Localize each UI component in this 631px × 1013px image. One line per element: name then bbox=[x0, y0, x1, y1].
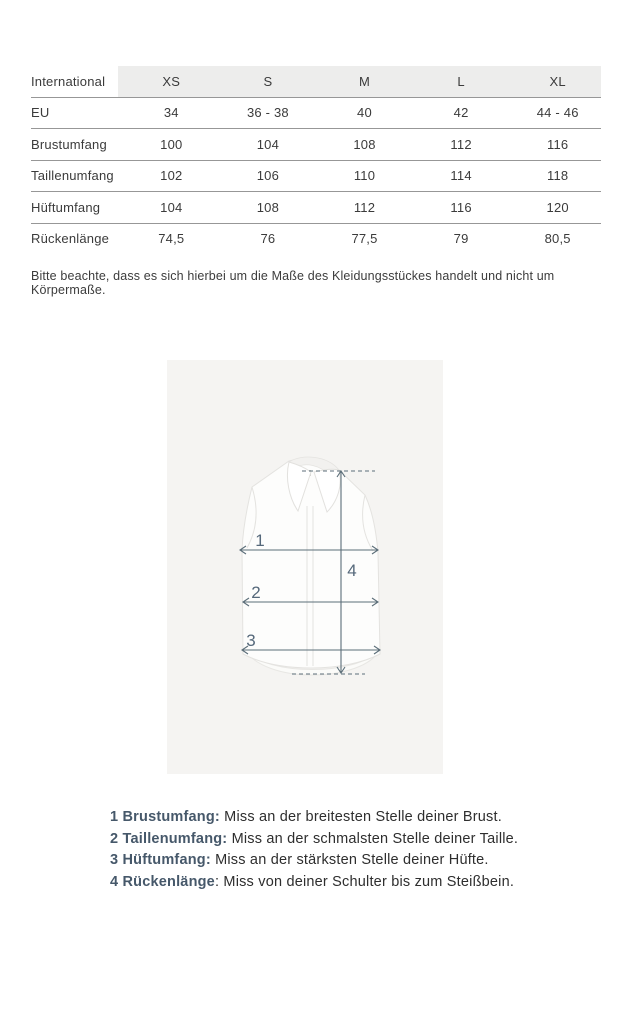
row-label: Hüftumfang bbox=[31, 199, 101, 215]
value-cell: 120 bbox=[546, 199, 569, 215]
value-cell: 116 bbox=[547, 136, 569, 152]
legend-description: Miss an der schmalsten Stelle deiner Taille. bbox=[227, 830, 519, 847]
value-cell: 112 bbox=[353, 199, 376, 215]
size-header-m: M bbox=[311, 66, 408, 97]
shirt-body bbox=[242, 459, 380, 668]
value-cell: 108 bbox=[353, 136, 376, 152]
value-cell: 80,5 bbox=[544, 231, 571, 247]
size-table-header-row bbox=[31, 66, 601, 98]
table-row-brustumfang bbox=[31, 129, 601, 161]
garment-measure-note: Bitte beachte, dass es sich hierbei um die Maße des Kleidungsstückes handelt und nicht um Körpermaße. bbox=[31, 269, 555, 297]
legend-item-rueckenlaenge bbox=[110, 872, 631, 894]
table-row-rueckenlaenge bbox=[31, 224, 601, 255]
legend-term: 1 Brustumfang: bbox=[110, 809, 220, 825]
value-cell: 118 bbox=[547, 168, 569, 184]
legend-item-hueftumfang bbox=[110, 850, 631, 872]
value-cell: 76 bbox=[260, 231, 276, 247]
legend-term: 2 Taillenumfang: bbox=[110, 830, 228, 847]
legend-description: : Miss von deiner Schulter bis zum Steißbein. bbox=[214, 873, 515, 890]
row-label: Brustumfang bbox=[31, 136, 107, 152]
value-cell: 77,5 bbox=[351, 231, 378, 247]
value-cell: 102 bbox=[160, 168, 183, 184]
legend-description: Miss an der stärksten Stelle deiner Hüfte. bbox=[210, 852, 489, 868]
value-cell: 110 bbox=[353, 168, 376, 184]
chest-marker-number: 1 bbox=[255, 531, 265, 550]
value-cell: 104 bbox=[160, 199, 183, 215]
value-cell: 100 bbox=[160, 136, 183, 152]
size-header-s: S bbox=[215, 66, 312, 97]
size-header-xl: XL bbox=[504, 66, 601, 97]
shirt-illustration bbox=[167, 360, 443, 774]
value-cell: 36 - 38 bbox=[246, 105, 289, 121]
value-cell: 79 bbox=[453, 231, 469, 247]
row-label: EU bbox=[31, 105, 50, 121]
value-cell: 104 bbox=[256, 136, 280, 152]
value-cell: 74,5 bbox=[158, 231, 185, 247]
waist-marker-number: 2 bbox=[251, 583, 261, 602]
measurement-legend bbox=[110, 807, 631, 893]
legend-term: 3 Hüftumfang: bbox=[110, 852, 211, 868]
legend-description: Miss an der breitesten Stelle deiner Brust. bbox=[219, 809, 502, 825]
value-cell: 42 bbox=[453, 105, 469, 121]
value-cell: 34 bbox=[163, 105, 179, 121]
size-table bbox=[31, 66, 601, 254]
value-cell: 40 bbox=[357, 105, 372, 121]
value-cell: 44 - 46 bbox=[536, 105, 579, 121]
value-cell: 112 bbox=[450, 136, 472, 152]
legend-item-brustumfang bbox=[110, 807, 631, 829]
legend-item-taillenumfang bbox=[110, 829, 631, 851]
back-length-marker-number: 4 bbox=[347, 561, 357, 580]
header-label-international: International bbox=[31, 73, 106, 89]
row-label: Rückenlänge bbox=[31, 231, 110, 247]
table-row-hueftumfang bbox=[31, 192, 601, 224]
table-row-eu bbox=[31, 98, 601, 130]
row-label: Taillenumfang bbox=[31, 168, 114, 184]
value-cell: 106 bbox=[256, 168, 280, 184]
value-cell: 114 bbox=[450, 168, 472, 184]
value-cell: 116 bbox=[450, 199, 472, 215]
value-cell: 108 bbox=[256, 199, 280, 215]
hip-marker-number: 3 bbox=[246, 631, 256, 650]
measurement-diagram-panel bbox=[167, 360, 443, 774]
table-row-taillenumfang bbox=[31, 161, 601, 193]
legend-term: 4 Rückenlänge bbox=[110, 873, 215, 890]
size-header-l: L bbox=[408, 66, 505, 97]
size-header-xs: XS bbox=[118, 66, 215, 97]
